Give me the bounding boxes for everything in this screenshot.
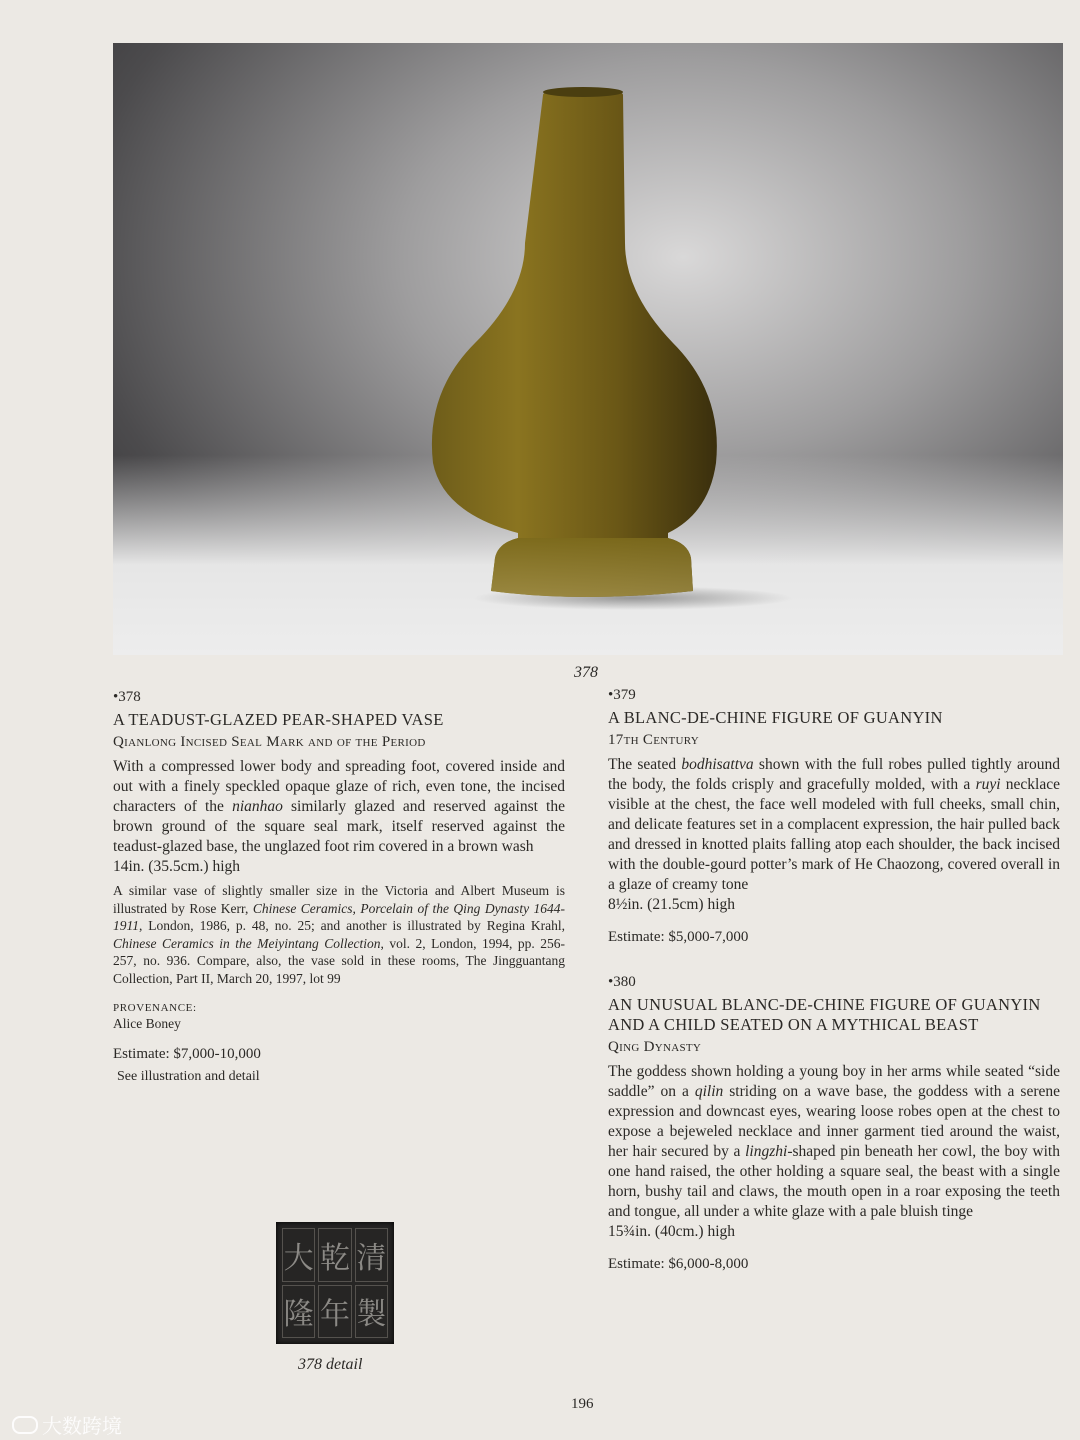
description-italic: nianhao xyxy=(232,798,283,815)
watermark-text: 大数跨境 xyxy=(42,1414,122,1438)
vase-illustration xyxy=(113,43,1063,655)
watermark xyxy=(12,1410,122,1439)
lot-subtitle: Qianlong Incised Seal Mark and of the Period xyxy=(113,734,426,750)
lot-378 xyxy=(113,688,565,1086)
description-italic: lingzhi xyxy=(745,1143,788,1160)
description-italic: bodhisattva xyxy=(681,756,754,773)
note-text: A similar vase of slightly smaller size in the Victoria and Albert Museum is illustrated by Rose Kerr, xyxy=(113,883,565,916)
photo-caption: 378 xyxy=(574,664,598,681)
spacer xyxy=(608,947,1060,973)
seal-mark-image xyxy=(276,1222,394,1344)
lot-height: 14in. (35.5cm.) high xyxy=(113,858,240,875)
seal-character: 清 xyxy=(355,1228,388,1282)
lot-title: AN UNUSUAL BLANC-DE-CHINE FIGURE OF GUANYIN AND A CHILD SEATED ON A MYTHICAL BEAST xyxy=(608,995,1041,1034)
lot-title: A BLANC-DE-CHINE FIGURE OF GUANYIN xyxy=(608,708,943,727)
description-text: similarly glazed and reserved against the brown ground of the square seal mark, itself reserved against the teadust-glazed base, the unglazed foot rim covered in a brown wash xyxy=(113,798,565,855)
note-italic: Chinese Ceramics, Porcelain of the Qing Dynasty 1644-1911 xyxy=(113,900,565,933)
lot-number: •379 xyxy=(608,687,636,703)
seal-character: 隆 xyxy=(282,1285,315,1339)
seal-character: 年 xyxy=(318,1285,351,1339)
description-text: shown with the full robes pulled tightly around the body, the folds crisply and gracefully molded, with a xyxy=(608,756,1060,793)
seal-character: 乾 xyxy=(318,1228,351,1282)
lot-estimate: Estimate: $7,000-10,000 xyxy=(113,1046,261,1062)
seal-character: 製 xyxy=(355,1285,388,1339)
lot-description xyxy=(113,757,565,857)
note-text: , London, 1986, p. 48, no. 25; and another is illustrated by Regina Krahl, xyxy=(139,918,565,933)
seal-caption: 378 detail xyxy=(298,1356,363,1373)
lot-number: •380 xyxy=(608,974,636,990)
provenance-heading: PROVENANCE: xyxy=(113,1002,197,1014)
lot-subtitle: 17th Century xyxy=(608,732,700,748)
lot-description xyxy=(608,755,1060,895)
description-text: necklace visible at the chest, the face well modeled with full cheeks, small chin, and delicate features set in a complacent expression, the hair pulled back and dressed in knotted plaits falling atop each shoulder, the back incised with the double-gourd potter’s mark of He Chaozong, covered overall in a glaze of creamy tone xyxy=(608,776,1060,893)
lot-number: •378 xyxy=(113,689,141,705)
note-text: , vol. 2, London, 1994, pp. 256-257, no. 936. Compare, also, the vase sold in these rooms, The Jingguantang Collection, Part II, March 20, 1997, lot 99 xyxy=(113,935,565,986)
page-number: 196 xyxy=(571,1396,594,1412)
description-text: The goddess shown holding a young boy in her arms while seated “side saddle” on a xyxy=(608,1063,1060,1100)
description-text: The seated xyxy=(608,756,682,773)
lot-note xyxy=(113,882,565,987)
description-text: -shaped pin beneath her cowl, the boy with one hand raised, the other holding a square seal, the beast with a single horn, bushy tail and claws, the mouth open in a roar exposing the teeth and tongue, all under a white glaze with a pale bluish tinge xyxy=(608,1143,1060,1220)
lot-estimate: Estimate: $5,000-7,000 xyxy=(608,929,749,945)
lot-height: 15¾in. (40cm.) high xyxy=(608,1223,735,1240)
description-text: striding on a wave base, the goddess with a serene expression and downcast eyes, wearing loose robes open at the chest to expose a bejeweled necklace and inner garment tied around the waist, her hair secured by a xyxy=(608,1083,1061,1160)
vase-photo xyxy=(113,43,1063,655)
lot-379-380 xyxy=(608,686,1060,1274)
see-illustration-note: See illustration and detail xyxy=(117,1069,260,1084)
lot-subtitle: Qing Dynasty xyxy=(608,1039,702,1055)
description-italic: qilin xyxy=(694,1083,724,1100)
lot-description xyxy=(608,1062,1060,1222)
note-italic: Chinese Ceramics in the Meiyintang Collection xyxy=(113,935,381,951)
lot-title: A TEADUST-GLAZED PEAR-SHAPED VASE xyxy=(113,710,444,729)
description-italic: ruyi xyxy=(975,776,1001,793)
seal-character: 大 xyxy=(282,1228,315,1282)
lot-estimate: Estimate: $6,000-8,000 xyxy=(608,1256,749,1272)
watermark-logo-icon xyxy=(12,1416,38,1434)
lot-height: 8½in. (21.5cm) high xyxy=(608,896,735,913)
provenance-value: Alice Boney xyxy=(113,1016,181,1031)
description-text: With a compressed lower body and spreading foot, covered inside and out with a finely speckled opaque glaze of rich, even tone, the incised characters of the xyxy=(113,758,565,815)
